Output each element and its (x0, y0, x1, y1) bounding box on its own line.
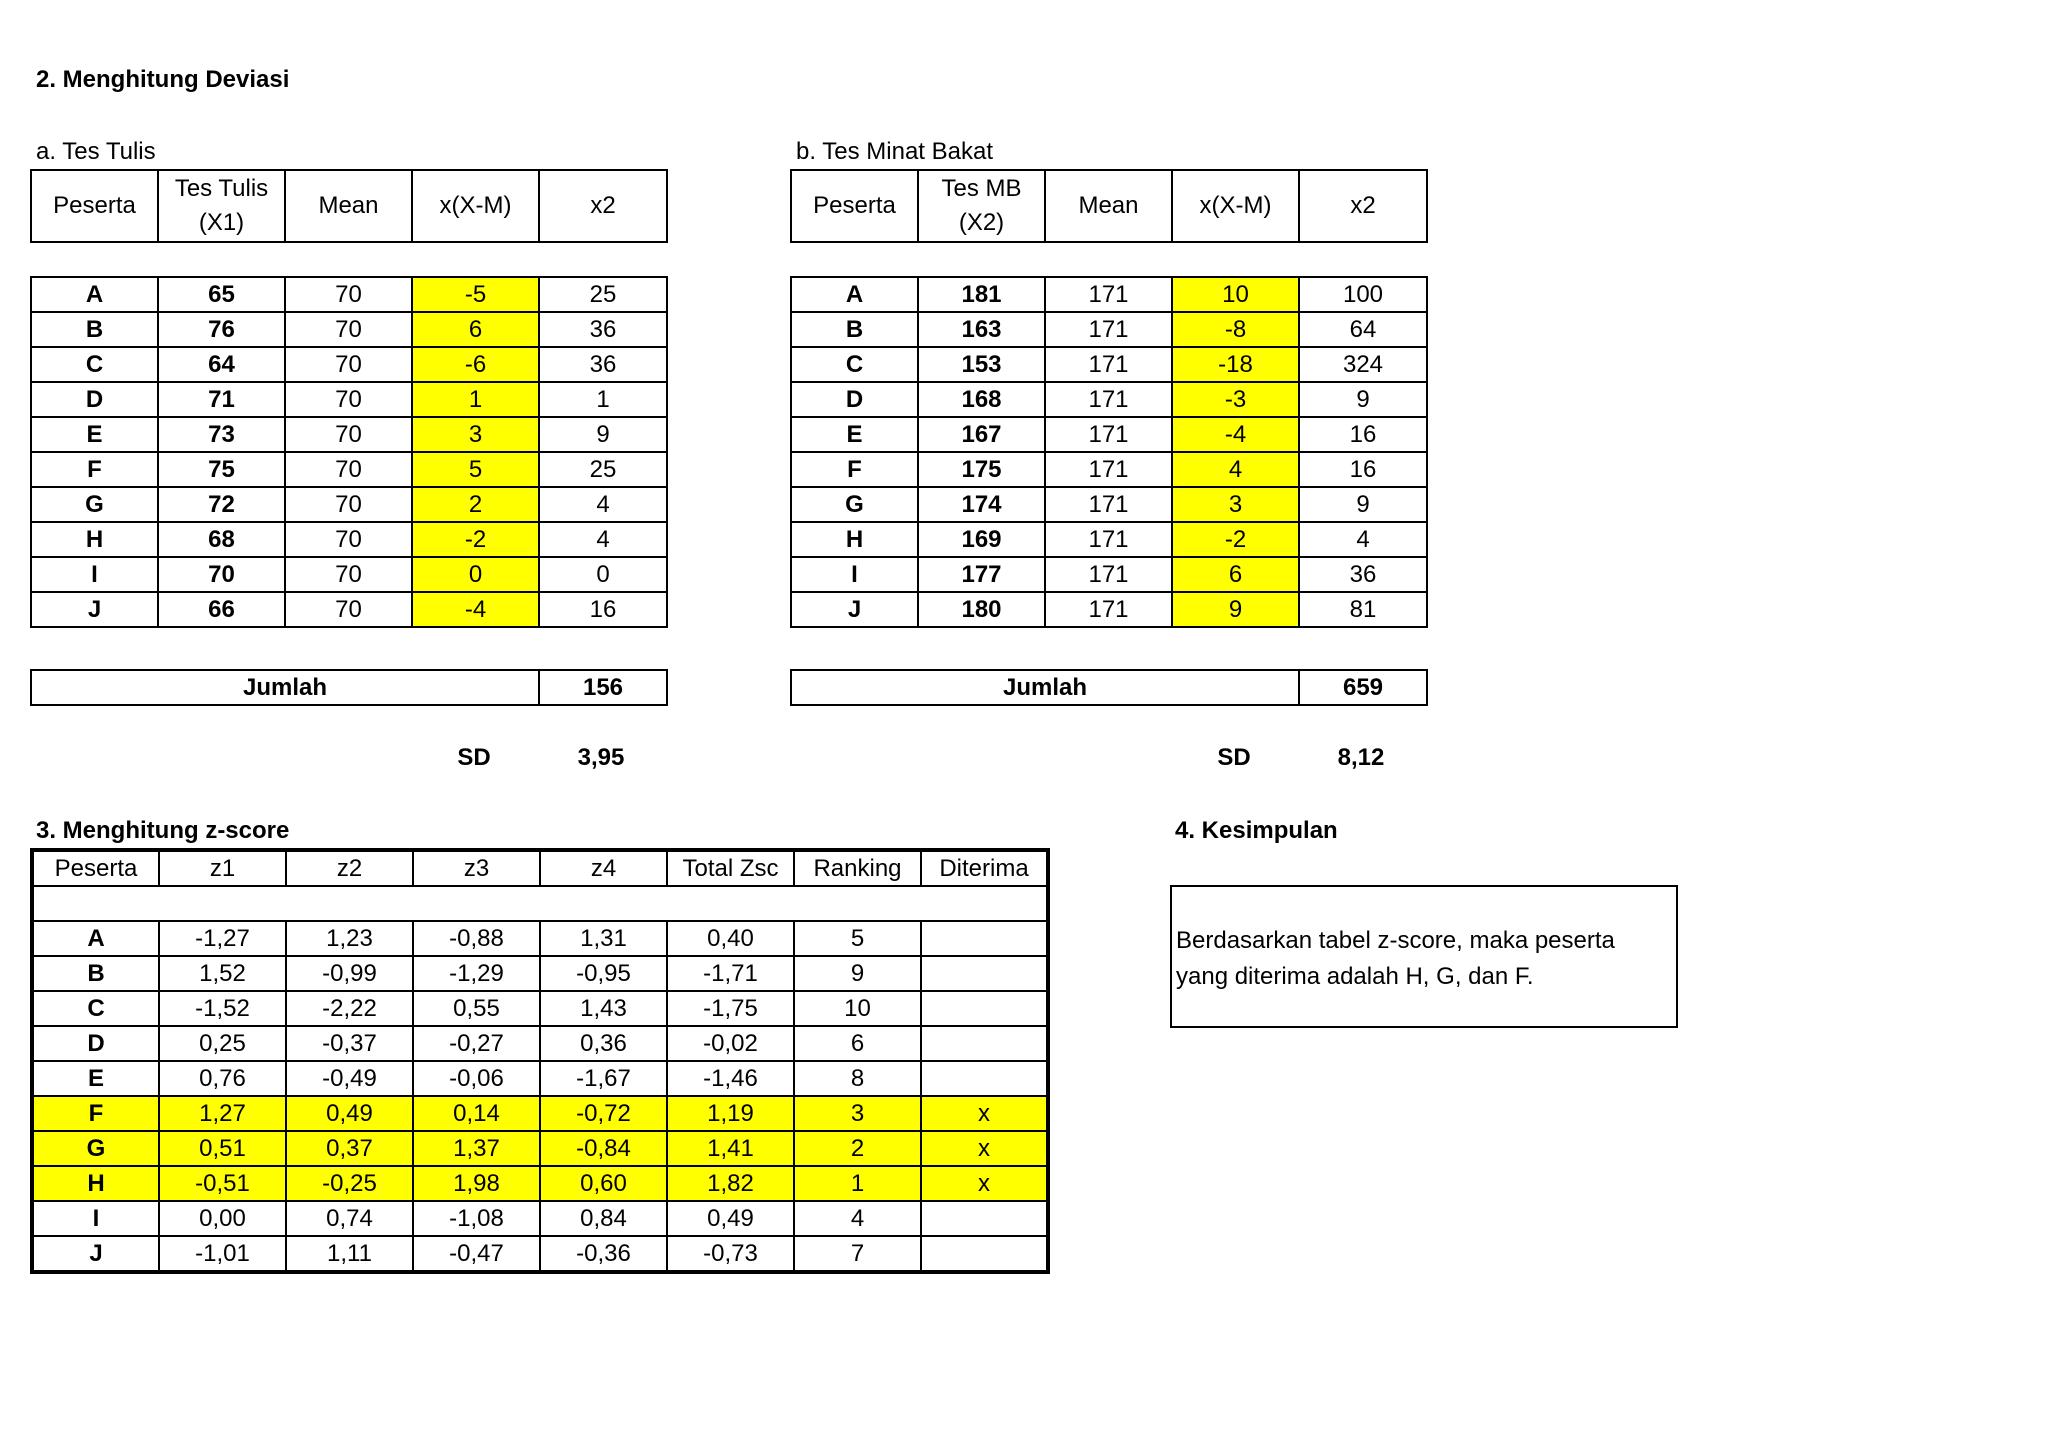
deviation-cell: -8 (1172, 312, 1299, 347)
deviation-cell: 3 (1172, 487, 1299, 522)
column-header: x2 (1299, 170, 1427, 242)
table-row (791, 312, 1427, 347)
score-cell: 167 (918, 417, 1045, 452)
score-cell: 180 (918, 592, 1045, 627)
total-zscore-cell: 1,19 (667, 1096, 794, 1131)
column-header: Ranking (794, 850, 921, 886)
column-header: z2 (286, 850, 413, 886)
table-b-header (790, 169, 1428, 243)
mean-cell: 70 (285, 592, 412, 627)
table-row (791, 592, 1427, 627)
diterima-cell: x (921, 1166, 1048, 1201)
diterima-cell (921, 991, 1048, 1026)
zscore-table (30, 848, 1050, 1274)
table-row (31, 522, 667, 557)
peserta-cell: B (791, 312, 918, 347)
deviation-cell: 6 (412, 312, 539, 347)
z2-cell: -0,49 (286, 1061, 413, 1096)
ranking-cell: 1 (794, 1166, 921, 1201)
score-cell: 181 (918, 277, 1045, 312)
deviation-cell: 9 (1172, 592, 1299, 627)
mean-cell: 70 (285, 452, 412, 487)
deviation-cell: 0 (412, 557, 539, 592)
z1-cell: 0,51 (159, 1131, 286, 1166)
spacer-cell (32, 886, 1048, 921)
score-cell: 169 (918, 522, 1045, 557)
square-cell: 9 (1299, 382, 1427, 417)
table-row (32, 1026, 1048, 1061)
conclusion-box (1170, 885, 1678, 1028)
ranking-cell: 3 (794, 1096, 921, 1131)
z3-cell: -1,29 (413, 956, 540, 991)
ranking-cell: 8 (794, 1061, 921, 1096)
jumlah-value: 659 (1299, 670, 1427, 705)
square-cell: 100 (1299, 277, 1427, 312)
section-2-title: 2. Menghitung Deviasi (36, 66, 290, 93)
table-row (31, 452, 667, 487)
spacer-row (32, 886, 1048, 921)
deviation-cell: -6 (412, 347, 539, 382)
square-cell: 1 (539, 382, 667, 417)
z1-cell: -1,52 (159, 991, 286, 1026)
z3-cell: -0,88 (413, 921, 540, 956)
z2-cell: 0,37 (286, 1131, 413, 1166)
diterima-cell (921, 1201, 1048, 1236)
deviation-cell: 2 (412, 487, 539, 522)
table-a-header (30, 169, 668, 243)
z2-cell: 0,74 (286, 1201, 413, 1236)
total-zscore-cell: 0,40 (667, 921, 794, 956)
column-header: z4 (540, 850, 667, 886)
score-cell: 73 (158, 417, 285, 452)
z2-cell: 0,49 (286, 1096, 413, 1131)
z1-cell: 1,27 (159, 1096, 286, 1131)
score-cell: 66 (158, 592, 285, 627)
peserta-cell: A (791, 277, 918, 312)
z1-cell: 0,00 (159, 1201, 286, 1236)
jumlah-value: 156 (539, 670, 667, 705)
mean-cell: 171 (1045, 417, 1172, 452)
table-row (32, 1201, 1048, 1236)
conclusion-line-2: yang diterima adalah H, G, dan F. (1176, 963, 1534, 990)
column-header: Mean (1045, 170, 1172, 242)
deviation-cell: -4 (412, 592, 539, 627)
mean-cell: 171 (1045, 487, 1172, 522)
z3-cell: -0,47 (413, 1236, 540, 1272)
peserta-cell: G (31, 487, 158, 522)
mean-cell: 171 (1045, 522, 1172, 557)
square-cell: 25 (539, 277, 667, 312)
column-header: Peserta (32, 850, 159, 886)
ranking-cell: 7 (794, 1236, 921, 1272)
score-cell: 174 (918, 487, 1045, 522)
z2-cell: -2,22 (286, 991, 413, 1026)
diterima-cell (921, 1026, 1048, 1061)
peserta-cell: G (32, 1131, 159, 1166)
table-row (32, 1061, 1048, 1096)
peserta-cell: E (791, 417, 918, 452)
deviation-cell: -5 (412, 277, 539, 312)
deviation-cell: -4 (1172, 417, 1299, 452)
z3-cell: -0,27 (413, 1026, 540, 1061)
peserta-cell: D (32, 1026, 159, 1061)
z3-cell: 1,37 (413, 1131, 540, 1166)
table-row (31, 557, 667, 592)
z1-cell: -1,01 (159, 1236, 286, 1272)
z4-cell: 1,43 (540, 991, 667, 1026)
peserta-cell: B (32, 956, 159, 991)
table-row (32, 1236, 1048, 1272)
sd-value: 8,12 (1337, 744, 1385, 771)
table-b-body (790, 276, 1428, 628)
z4-cell: 0,84 (540, 1201, 667, 1236)
score-cell: 163 (918, 312, 1045, 347)
mean-cell: 171 (1045, 277, 1172, 312)
peserta-cell: J (31, 592, 158, 627)
column-header: Mean (285, 170, 412, 242)
mean-cell: 70 (285, 382, 412, 417)
column-header: Tes MB (X2) (918, 170, 1045, 242)
table-row (791, 417, 1427, 452)
z1-cell: 1,52 (159, 956, 286, 991)
square-cell: 16 (539, 592, 667, 627)
conclusion-line-1: Berdasarkan tabel z-score, maka peserta (1176, 927, 1615, 954)
table-row (31, 487, 667, 522)
peserta-cell: J (32, 1236, 159, 1272)
ranking-cell: 5 (794, 921, 921, 956)
column-header: z1 (159, 850, 286, 886)
z1-cell: 0,25 (159, 1026, 286, 1061)
peserta-cell: D (31, 382, 158, 417)
total-zscore-cell: -1,46 (667, 1061, 794, 1096)
deviation-cell: -3 (1172, 382, 1299, 417)
z2-cell: 1,11 (286, 1236, 413, 1272)
z1-cell: 0,76 (159, 1061, 286, 1096)
mean-cell: 171 (1045, 592, 1172, 627)
table-row (32, 921, 1048, 956)
column-header: x(X-M) (1172, 170, 1299, 242)
mean-cell: 70 (285, 347, 412, 382)
table-row (32, 991, 1048, 1026)
ranking-cell: 2 (794, 1131, 921, 1166)
table-row (791, 382, 1427, 417)
peserta-cell: H (791, 522, 918, 557)
score-cell: 68 (158, 522, 285, 557)
score-cell: 75 (158, 452, 285, 487)
mean-cell: 171 (1045, 347, 1172, 382)
column-header: z3 (413, 850, 540, 886)
deviation-cell: 6 (1172, 557, 1299, 592)
total-zscore-cell: 1,82 (667, 1166, 794, 1201)
peserta-cell: J (791, 592, 918, 627)
column-header: Total Zsc (667, 850, 794, 886)
score-cell: 71 (158, 382, 285, 417)
peserta-cell: C (32, 991, 159, 1026)
z3-cell: -1,08 (413, 1201, 540, 1236)
peserta-cell: H (31, 522, 158, 557)
score-cell: 76 (158, 312, 285, 347)
deviation-cell: 5 (412, 452, 539, 487)
peserta-cell: I (31, 557, 158, 592)
table-row (791, 522, 1427, 557)
mean-cell: 171 (1045, 557, 1172, 592)
column-header: x(X-M) (412, 170, 539, 242)
square-cell: 36 (1299, 557, 1427, 592)
table-row (32, 1131, 1048, 1166)
table-row (32, 1166, 1048, 1201)
table-row (31, 382, 667, 417)
square-cell: 9 (539, 417, 667, 452)
score-cell: 153 (918, 347, 1045, 382)
peserta-cell: A (31, 277, 158, 312)
mean-cell: 70 (285, 312, 412, 347)
peserta-cell: B (31, 312, 158, 347)
mean-cell: 171 (1045, 452, 1172, 487)
square-cell: 324 (1299, 347, 1427, 382)
section-4-title: 4. Kesimpulan (1175, 817, 1338, 844)
z4-cell: 0,60 (540, 1166, 667, 1201)
score-cell: 177 (918, 557, 1045, 592)
z3-cell: 0,55 (413, 991, 540, 1026)
score-cell: 168 (918, 382, 1045, 417)
mean-cell: 171 (1045, 312, 1172, 347)
square-cell: 25 (539, 452, 667, 487)
sd-value: 3,95 (577, 744, 625, 771)
square-cell: 16 (1299, 452, 1427, 487)
z4-cell: 0,36 (540, 1026, 667, 1061)
z2-cell: 1,23 (286, 921, 413, 956)
square-cell: 0 (539, 557, 667, 592)
deviation-cell: 10 (1172, 277, 1299, 312)
total-zscore-cell: -1,71 (667, 956, 794, 991)
table-a-body (30, 276, 668, 628)
diterima-cell (921, 921, 1048, 956)
deviation-cell: 3 (412, 417, 539, 452)
column-header: Peserta (791, 170, 918, 242)
peserta-cell: H (32, 1166, 159, 1201)
deviation-cell: -18 (1172, 347, 1299, 382)
peserta-cell: A (32, 921, 159, 956)
mean-cell: 70 (285, 522, 412, 557)
table-row (31, 347, 667, 382)
table-row (791, 347, 1427, 382)
table-row (31, 592, 667, 627)
zscore-header-row (32, 850, 1048, 886)
table-row (32, 1096, 1048, 1131)
score-cell: 64 (158, 347, 285, 382)
table-row (791, 557, 1427, 592)
table-row (791, 487, 1427, 522)
peserta-cell: D (791, 382, 918, 417)
peserta-cell: F (32, 1096, 159, 1131)
peserta-cell: C (31, 347, 158, 382)
ranking-cell: 6 (794, 1026, 921, 1061)
table-row (31, 417, 667, 452)
table-row (791, 277, 1427, 312)
column-header: x2 (539, 170, 667, 242)
square-cell: 81 (1299, 592, 1427, 627)
diterima-cell: x (921, 1096, 1048, 1131)
diterima-cell: x (921, 1131, 1048, 1166)
table-row (31, 277, 667, 312)
diterima-cell (921, 1061, 1048, 1096)
table-b-caption: b. Tes Minat Bakat (796, 138, 993, 165)
score-cell: 175 (918, 452, 1045, 487)
peserta-cell: E (32, 1061, 159, 1096)
mean-cell: 70 (285, 557, 412, 592)
z4-cell: 1,31 (540, 921, 667, 956)
table-a-total (30, 669, 668, 706)
peserta-cell: I (32, 1201, 159, 1236)
mean-cell: 70 (285, 487, 412, 522)
jumlah-label: Jumlah (791, 670, 1299, 705)
z4-cell: -0,84 (540, 1131, 667, 1166)
square-cell: 36 (539, 312, 667, 347)
score-cell: 65 (158, 277, 285, 312)
z4-cell: -0,95 (540, 956, 667, 991)
table-a-caption: a. Tes Tulis (36, 138, 156, 165)
square-cell: 64 (1299, 312, 1427, 347)
table-row (791, 452, 1427, 487)
deviation-cell: 1 (412, 382, 539, 417)
sd-label: SD (1217, 744, 1251, 771)
deviation-cell: -2 (412, 522, 539, 557)
square-cell: 4 (1299, 522, 1427, 557)
total-zscore-cell: -0,73 (667, 1236, 794, 1272)
square-cell: 36 (539, 347, 667, 382)
mean-cell: 70 (285, 417, 412, 452)
square-cell: 16 (1299, 417, 1427, 452)
square-cell: 4 (539, 487, 667, 522)
mean-cell: 70 (285, 277, 412, 312)
z2-cell: -0,37 (286, 1026, 413, 1061)
peserta-cell: F (31, 452, 158, 487)
sd-label: SD (457, 744, 491, 771)
score-cell: 70 (158, 557, 285, 592)
total-zscore-cell: -1,75 (667, 991, 794, 1026)
column-header: Diterima (921, 850, 1048, 886)
z3-cell: 1,98 (413, 1166, 540, 1201)
peserta-cell: I (791, 557, 918, 592)
jumlah-label: Jumlah (31, 670, 539, 705)
score-cell: 72 (158, 487, 285, 522)
z3-cell: -0,06 (413, 1061, 540, 1096)
column-header: Tes Tulis (X1) (158, 170, 285, 242)
z1-cell: -1,27 (159, 921, 286, 956)
peserta-cell: G (791, 487, 918, 522)
table-row (32, 956, 1048, 991)
peserta-cell: C (791, 347, 918, 382)
section-3-title: 3. Menghitung z-score (36, 817, 290, 844)
z4-cell: -0,72 (540, 1096, 667, 1131)
z4-cell: -0,36 (540, 1236, 667, 1272)
ranking-cell: 4 (794, 1201, 921, 1236)
diterima-cell (921, 1236, 1048, 1272)
z2-cell: -0,99 (286, 956, 413, 991)
total-zscore-cell: 1,41 (667, 1131, 794, 1166)
ranking-cell: 10 (794, 991, 921, 1026)
diterima-cell (921, 956, 1048, 991)
peserta-cell: E (31, 417, 158, 452)
total-zscore-cell: 0,49 (667, 1201, 794, 1236)
z3-cell: 0,14 (413, 1096, 540, 1131)
table-row (31, 312, 667, 347)
mean-cell: 171 (1045, 382, 1172, 417)
z2-cell: -0,25 (286, 1166, 413, 1201)
ranking-cell: 9 (794, 956, 921, 991)
table-b-total (790, 669, 1428, 706)
deviation-cell: 4 (1172, 452, 1299, 487)
peserta-cell: F (791, 452, 918, 487)
deviation-cell: -2 (1172, 522, 1299, 557)
square-cell: 9 (1299, 487, 1427, 522)
column-header: Peserta (31, 170, 158, 242)
z1-cell: -0,51 (159, 1166, 286, 1201)
square-cell: 4 (539, 522, 667, 557)
z4-cell: -1,67 (540, 1061, 667, 1096)
total-zscore-cell: -0,02 (667, 1026, 794, 1061)
